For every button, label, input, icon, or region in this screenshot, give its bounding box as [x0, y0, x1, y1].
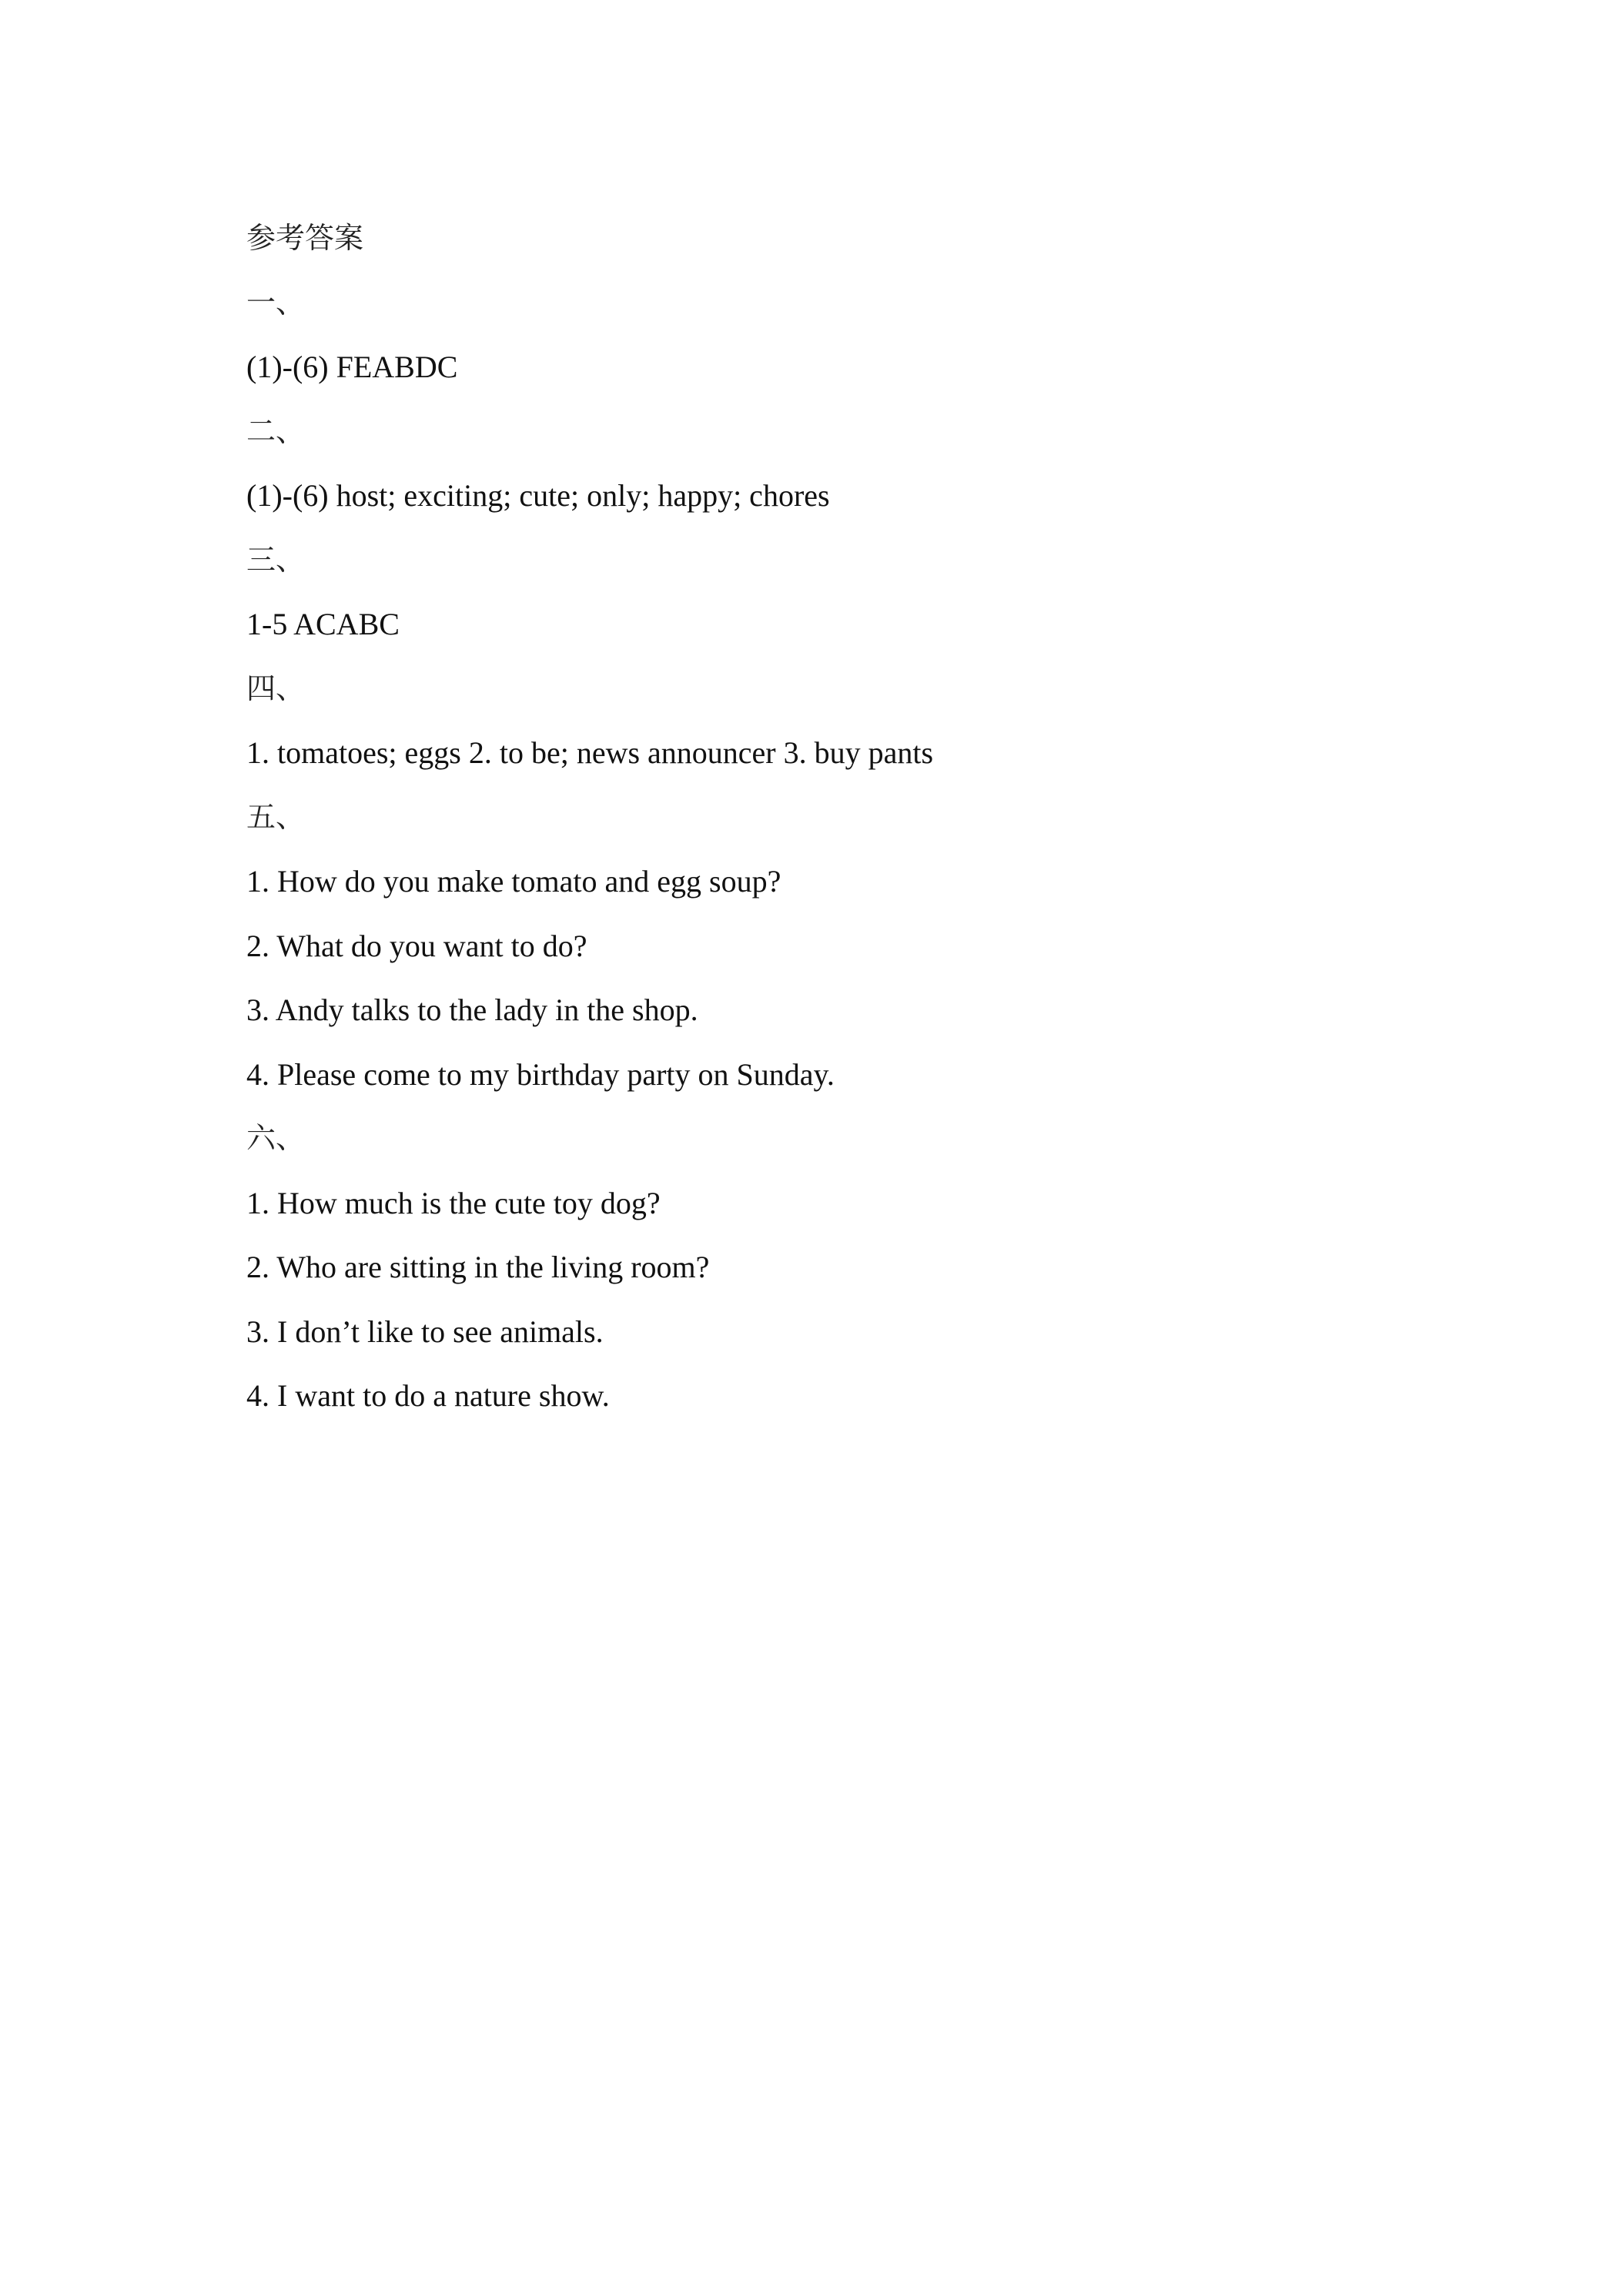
answer-line: 4. Please come to my birthday party on Sunday. [246, 1056, 835, 1092]
answer-key [246, 206, 1478, 1428]
section-heading-4: 四、 [246, 671, 306, 705]
section-heading-1: 一、 [246, 285, 306, 320]
answer-line: 2. What do you want to do? [246, 928, 587, 963]
answer-line: 4. I want to do a nature show. [246, 1378, 610, 1413]
answer-line: 1. How much is the cute toy dog? [246, 1185, 661, 1220]
answer-line: 1. tomatoes; eggs 2. to be; news announcer 3. buy pants [246, 735, 934, 770]
answer-line: 1-5 ACABC [246, 607, 400, 641]
answer-line: 1. How do you make tomato and egg soup? [246, 864, 781, 899]
section-heading-2: 二、 [246, 413, 306, 448]
section-heading-6: 六、 [246, 1121, 306, 1155]
answer-line: 3. I don’t like to see animals. [246, 1314, 604, 1349]
answer-line: 3. Andy talks to the lady in the shop. [246, 992, 698, 1027]
answer-line: (1)-(6) host; exciting; cute; only; happy; chores [246, 478, 830, 513]
section-heading-5: 五、 [246, 799, 306, 834]
page-title: 参考答案 [246, 221, 364, 255]
answer-line: 2. Who are sitting in the living room? [246, 1250, 710, 1284]
section-heading-3: 三、 [246, 542, 306, 577]
answer-line: (1)-(6) FEABDC [246, 350, 458, 384]
